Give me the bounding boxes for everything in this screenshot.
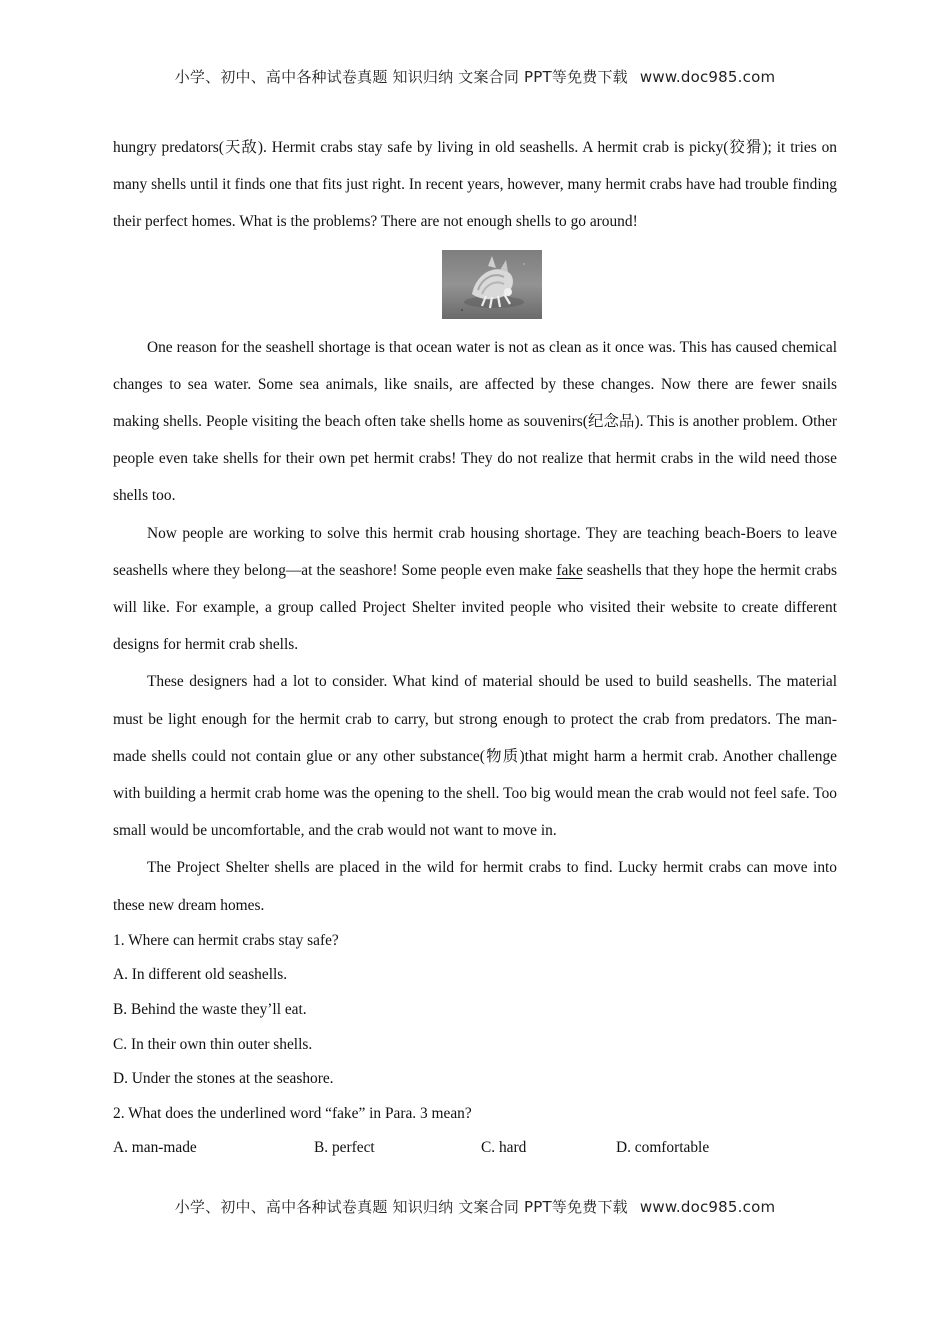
footer-text: 小学、初中、高中各种试卷真题 知识归纳 文案合同 PPT等免费下载 [174,1198,628,1216]
page-header [0,66,950,87]
question-2-stem: 2. What does the underlined word “fake” in Para. 3 mean? [113,1104,472,1122]
question-1-option-c: C. In their own thin outer shells. [113,1035,313,1053]
question-1-option-b: B. Behind the waste they’ll eat. [113,1001,307,1019]
hermit-crab-photo [442,250,542,319]
question-2-option-c: C. hard [481,1139,527,1157]
question-2-option-b: B. perfect [314,1139,375,1157]
question-1 [113,924,837,1097]
para3-text-after: seashells that they hope the hermit crabs will like. For example, a group called Project Shelter invited people who visited their website to create different designs for hermit crab shells. [113,561,837,654]
figure [113,241,837,329]
para3-text-before: Now people are working to solve this hermit crab housing shortage. They are teaching beach-Boers to leave seashells where they belong—at the seashore! Some people even make [113,524,837,579]
document-body [113,129,837,1166]
underlined-word-fake: fake [556,561,583,579]
header-url[interactable]: www.doc985.com [639,68,776,86]
passage-paragraph-2: One reason for the seashell shortage is that ocean water is not as clean as it once was. This has caused chemical changes to sea water. Some sea animals, like snails, are affected by these changes. Now there are fewer snails making shells. People visiting the beach often take shells home as souvenirs(纪念品). This is another problem. Other people even take shells for their own pet hermit crabs! They do not realize that hermit crabs in the wild need those shells too. [113,338,837,505]
footer-url[interactable]: www.doc985.com [639,1198,776,1216]
hermit-crab-illustration [442,250,542,319]
page-footer [0,1196,950,1217]
question-2 [113,1097,837,1166]
question-2-option-a: A. man-made [113,1139,197,1157]
passage-paragraph-3 [113,515,837,664]
question-2-option-d: D. comfortable [616,1139,710,1157]
passage-paragraph-4: These designers had a lot to consider. What kind of material should be used to build seashells. The material must be light enough for the hermit crab to carry, but strong enough to protect the crab from predators. The man-made shells could not contain glue or any other substance(物质)that might harm a hermit crab. Another challenge with building a hermit crab home was the opening to the shell. Too big would mean the crab would not feel safe. Too small would be uncomfortable, and the crab would not want to move in. [113,673,837,840]
question-1-option-d: D. Under the stones at the seashore. [113,1070,334,1088]
question-2-options [113,1131,837,1166]
question-1-option-a: A. In different old seashells. [113,966,288,984]
header-text: 小学、初中、高中各种试卷真题 知识归纳 文案合同 PPT等免费下载 [174,68,628,86]
question-1-stem: 1. Where can hermit crabs stay safe? [113,931,339,949]
passage-paragraph-5: The Project Shelter shells are placed in the wild for hermit crabs to find. Lucky hermit crabs can move into these new dream homes. [113,859,837,914]
passage-intro: hungry predators(天敌). Hermit crabs stay safe by living in old seashells. A hermit crab is picky(狡猾); it tries on many shells until it finds one that fits just right. In recent years, however, many hermit crabs have had trouble finding their perfect homes. What is the problems? There are not enough shells to go around! [113,139,837,231]
